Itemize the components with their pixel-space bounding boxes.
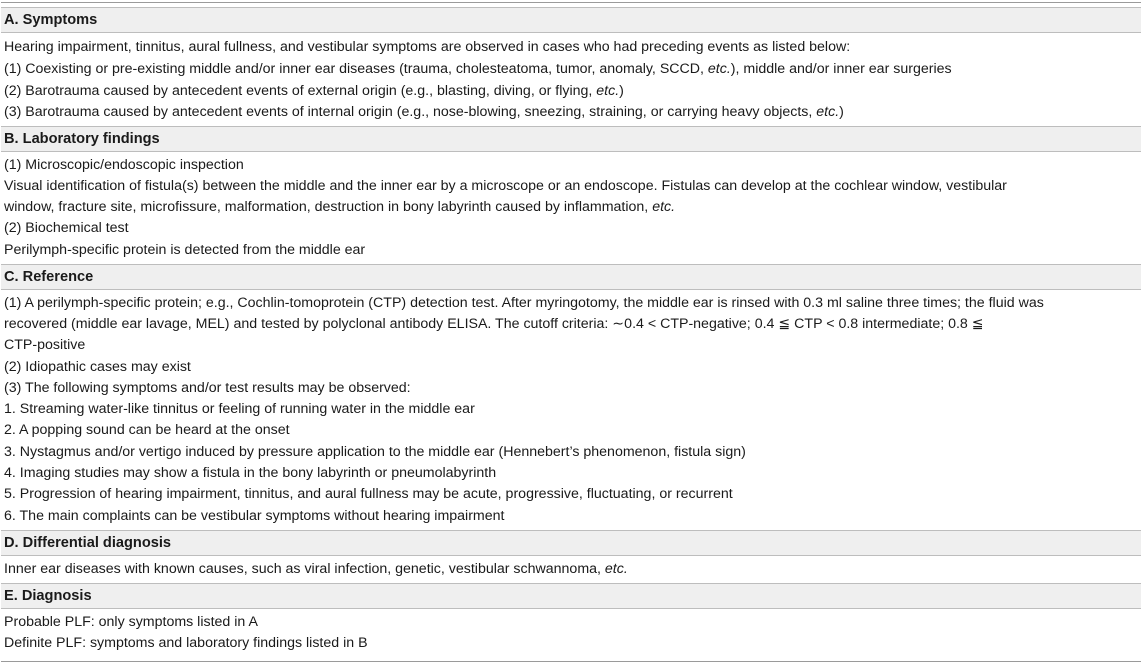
table-bottom-rule	[1, 661, 1141, 662]
section-e-header	[1, 583, 1141, 609]
section-c-observation-2: 2. A popping sound can be heard at the onset	[4, 422, 290, 438]
section-c-ref-3: (3) The following symptoms and/or test results may be observed:	[4, 380, 411, 396]
section-c-ref-2: (2) Idiopathic cases may exist	[4, 359, 191, 375]
section-c-header	[1, 264, 1141, 290]
section-c-observation-1: 1. Streaming water-like tinnitus or feeling of running water in the middle ear	[4, 401, 475, 417]
section-a-intro: Hearing impairment, tinnitus, aural fullness, and vestibular symptoms are observed in cases who had preceding events as listed below:	[4, 39, 851, 55]
section-a-heading: A. Symptoms	[4, 12, 98, 28]
section-e-definite: Definite PLF: symptoms and laboratory findings listed in B	[4, 635, 368, 651]
section-b-item-2-title: (2) Biochemical test	[4, 220, 129, 236]
section-b-item-2-text: Perilymph-specific protein is detected from the middle ear	[4, 242, 366, 258]
section-b-heading: B. Laboratory findings	[4, 131, 160, 147]
section-a-item-1: (1) Coexisting or pre-existing middle and/or inner ear diseases (trauma, cholesteatoma, tumor, anomaly, SCCD, etc.), middle and/or inner ear surgeries	[4, 61, 952, 77]
section-a-item-3: (3) Barotrauma caused by antecedent events of internal origin (e.g., nose-blowing, sneezing, straining, or carrying heavy objects, etc.)	[4, 104, 844, 120]
section-c-observation-6: 6. The main complaints can be vestibular symptoms without hearing impairment	[4, 508, 505, 524]
section-a-header	[1, 7, 1141, 33]
section-b-item-1-title: (1) Microscopic/endoscopic inspection	[4, 157, 244, 173]
section-c-heading: C. Reference	[4, 269, 94, 285]
section-b-item-1-line-2: window, fracture site, microfissure, malformation, destruction in bony labyrinth caused by inflammation, etc.	[4, 199, 676, 215]
table-top-rule	[1, 2, 1141, 3]
section-c-ref-1-line-3: CTP-positive	[4, 337, 86, 353]
section-b-header	[1, 126, 1141, 152]
section-d-header	[1, 530, 1141, 556]
section-d-heading: D. Differential diagnosis	[4, 535, 172, 551]
section-c-observation-5: 5. Progression of hearing impairment, tinnitus, and aural fullness may be acute, progressive, fluctuating, or recurrent	[4, 486, 733, 502]
section-c-ref-1-line-1: (1) A perilymph-specific protein; e.g., Cochlin-tomoprotein (CTP) detection test. After myringotomy, the middle ear is rinsed with 0.3 ml saline three times; the fluid was	[4, 295, 1044, 311]
section-a-item-2: (2) Barotrauma caused by antecedent events of external origin (e.g., blasting, diving, or flying, etc.)	[4, 83, 624, 99]
section-e-probable: Probable PLF: only symptoms listed in A	[4, 614, 258, 630]
section-c-observation-3: 3. Nystagmus and/or vertigo induced by pressure application to the middle ear (Hennebert’s phenomenon, fistula sign)	[4, 444, 746, 460]
section-e-heading: E. Diagnosis	[4, 588, 92, 604]
section-c-ref-1-line-2: recovered (middle ear lavage, MEL) and tested by polyclonal antibody ELISA. The cutoff criteria: ∼0.4 < CTP-negative; 0.4 ≦ CTP < 0.8 intermediate; 0.8 ≦	[4, 316, 984, 332]
section-c-observation-4: 4. Imaging studies may show a fistula in the bony labyrinth or pneumolabyrinth	[4, 465, 497, 481]
section-b-item-1-line-1: Visual identification of fistula(s) between the middle and the inner ear by a microscope or an endoscope. Fistulas can develop at the cochlear window, vestibular	[4, 178, 1007, 194]
section-d-text: Inner ear diseases with known causes, such as viral infection, genetic, vestibular schwannoma, etc.	[4, 561, 628, 577]
